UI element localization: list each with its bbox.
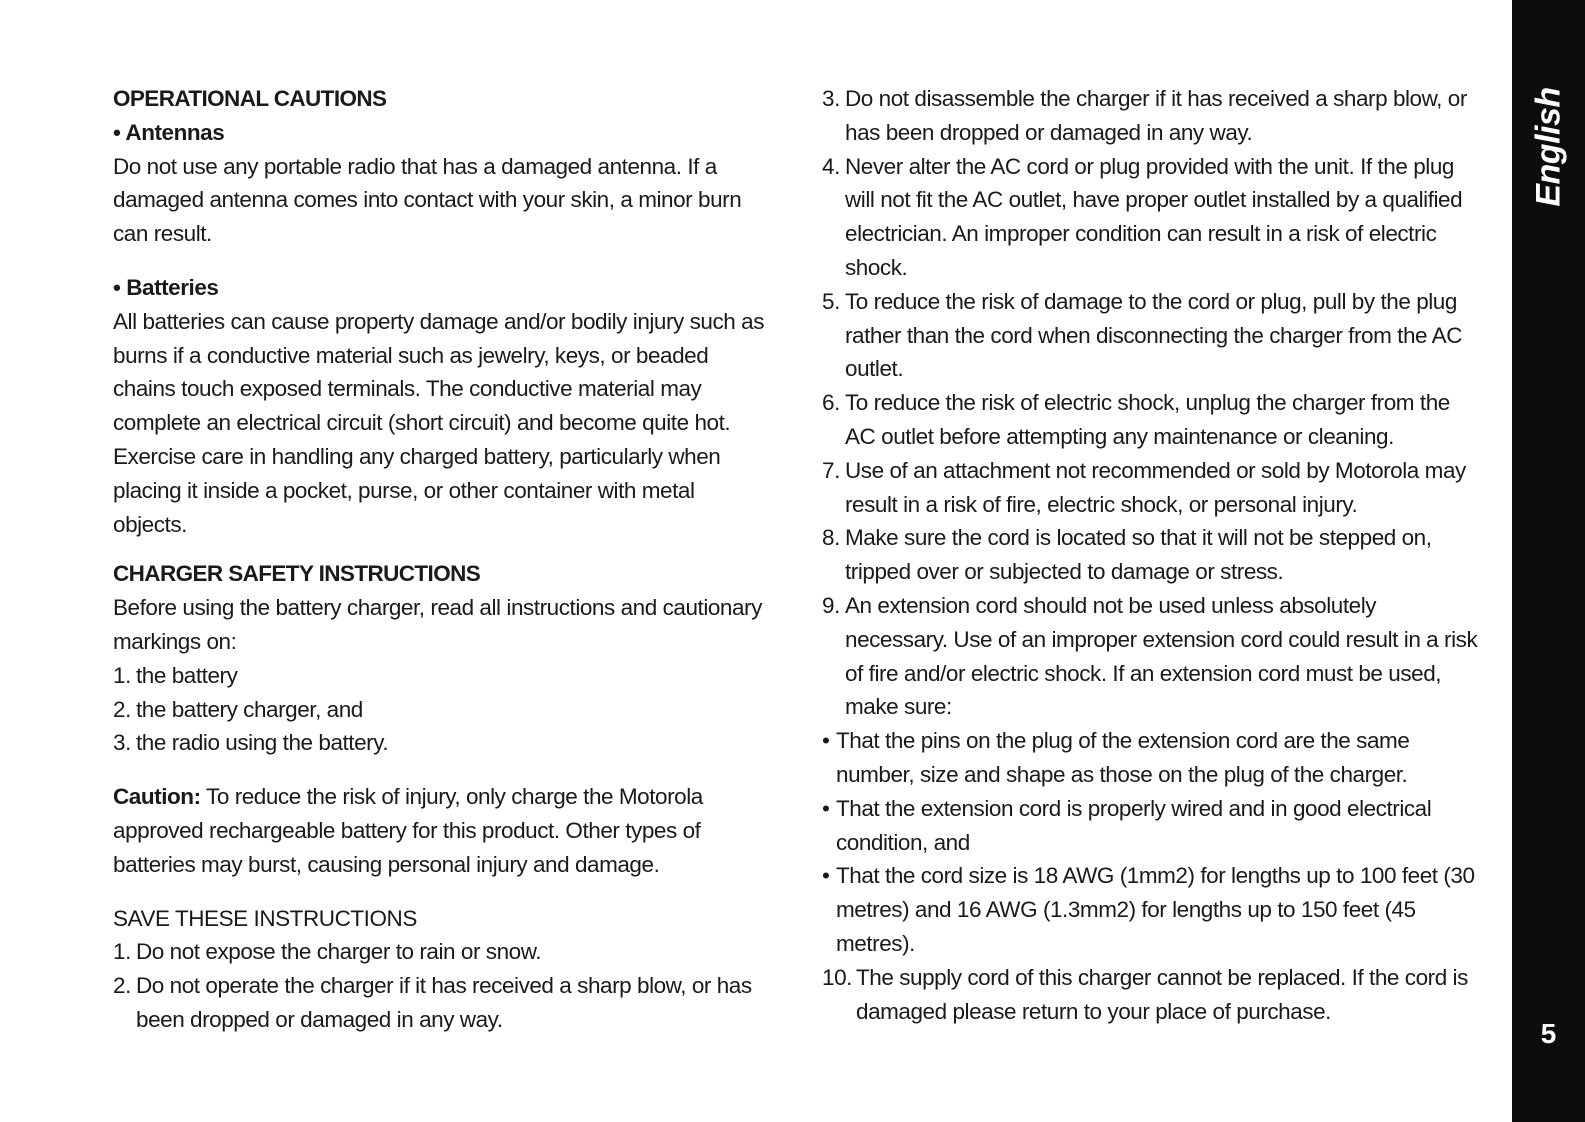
language-sidebar <box>1512 0 1585 1122</box>
instructions-list-right <box>822 82 1482 724</box>
list-item: 2. Do not operate the charger if it has received a sharp blow, or has been dropped or damaged in any way. <box>113 973 752 1032</box>
list-item: 8. Make sure the cord is located so that it will not be stepped on, tripped over or subjected to damage or stress. <box>822 525 1432 585</box>
save-instructions-heading: SAVE THESE INSTRUCTIONS <box>113 905 417 931</box>
bullet-item: • That the cord size is 18 AWG (1mm2) for lengths up to 100 feet (30 metres) and 16 AWG (1.3mm2) for lengths up to 150 feet (45 metres). <box>822 863 1475 956</box>
caution-label: Caution: <box>113 784 201 810</box>
list-item: 1. Do not expose the charger to rain or snow. <box>113 939 542 965</box>
markings-list <box>113 659 773 760</box>
list-item: 3. the radio using the battery. <box>113 730 389 756</box>
list-item: 4. Never alter the AC cord or plug provided with the unit. If the plug will not fit the AC outlet, have proper outlet installed by a qualified electrician. An improper condition can result in a risk of electric shock. <box>822 153 1463 280</box>
extension-cord-bullets <box>822 724 1482 961</box>
list-item: 10. The supply cord of this charger cannot be replaced. If the cord is damaged please return to your place of purchase. <box>822 964 1468 1024</box>
antennas-paragraph: Do not use any portable radio that has a damaged antenna. If a damaged antenna comes into contact with your skin, a minor burn can result. <box>113 153 742 247</box>
language-tab-label: English <box>1529 87 1567 207</box>
right-column <box>822 82 1482 1028</box>
list-item: 1. the battery <box>113 662 238 688</box>
list-item: 3. Do not disassemble the charger if it has received a sharp blow, or has been dropped or damaged in any way. <box>822 86 1467 145</box>
instructions-list-left <box>113 935 773 1036</box>
antennas-subheading: • Antennas <box>113 119 225 145</box>
caution-paragraph <box>113 780 773 881</box>
list-item: 9. An extension cord should not be used unless absolutely necessary. Use of an improper extension cord could result in a risk of fire and/or electric shock. If an extension cord must be used, make sure: <box>822 592 1478 720</box>
list-item: 6. To reduce the risk of electric shock, unplug the charger from the AC outlet before attempting any maintenance or cleaning. <box>822 390 1450 449</box>
batteries-paragraph: All batteries can cause property damage and/or bodily injury such as burns if a conductive material such as jewelry, keys, or beaded chains touch exposed terminals. The conductive material may complete an electrical circuit (short circuit) and become quite hot. Exercise care in handling any charged battery, particularly when placing it inside a pocket, purse, or other container with metal objects. <box>113 308 765 537</box>
list-item: 5. To reduce the risk of damage to the cord or plug, pull by the plug rather than the cord when disconnecting the charger from the AC outlet. <box>822 288 1463 382</box>
bullet-item: • That the extension cord is properly wired and in good electrical condition, and <box>822 795 1432 855</box>
list-item: 7. Use of an attachment not recommended or sold by Motorola may result in a risk of fire, electric shock, or personal injury. <box>822 457 1466 517</box>
operational-cautions-heading: OPERATIONAL CAUTIONS <box>113 86 387 111</box>
caution-text: To reduce the risk of injury, only charge the Motorola approved rechargeable battery for this product. Other types of batteries may burst, causing personal injury and damage. <box>113 784 703 877</box>
charger-safety-heading: CHARGER SAFETY INSTRUCTIONS <box>113 561 481 587</box>
page-number: 5 <box>1540 1018 1557 1049</box>
batteries-subheading: • Batteries <box>113 274 219 300</box>
list-item: 2. the battery charger, and <box>113 696 363 722</box>
bullet-item: • That the pins on the plug of the extension cord are the same number, size and shape as those on the plug of the charger. <box>822 728 1410 787</box>
charger-intro-paragraph: Before using the battery charger, read all instructions and cautionary markings on: <box>113 595 762 654</box>
left-column <box>113 82 773 1037</box>
